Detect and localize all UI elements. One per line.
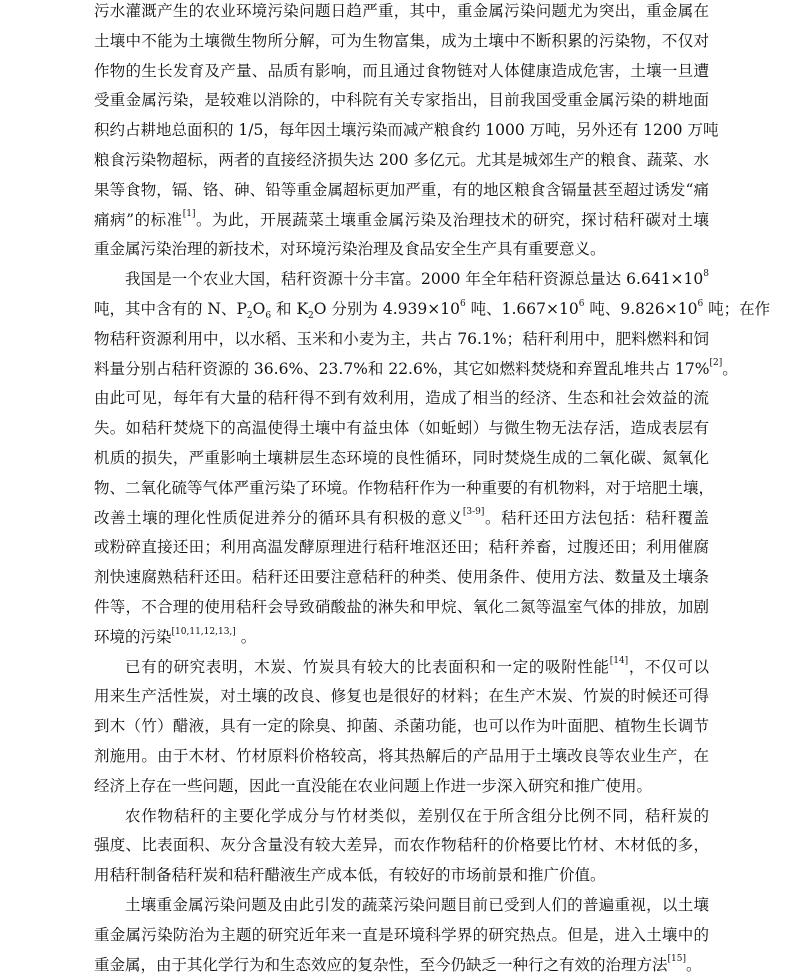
- text-run: ，不仅可以: [628, 658, 709, 676]
- text-line: 土壤重金属污染问题及由此引发的蔬菜污染问题目前已受到人们的普遍重视，以土壤: [94, 891, 709, 921]
- citation-ref[interactable]: [10,11,12,13,]: [172, 627, 236, 637]
- exponent: 8: [703, 269, 709, 279]
- text-line: 剂快速腐熟秸秆还田。秸秆还田要注意秸秆的种类、使用条件、使用方法、数量及土壤条: [94, 563, 709, 593]
- text-line: 强度、比表面积、灰分含量没有较大差异，而农作物秸秆的价格要比竹材、木材低的多，: [94, 831, 709, 861]
- text-run: 。: [722, 360, 738, 378]
- text-run: 和 K: [271, 300, 308, 318]
- text-line: 重金属污染治理的新技术，对环境污染治理及食品安全生产具有重要意义。: [94, 235, 709, 265]
- body-text: [94, 0, 709, 980]
- text-line: [94, 355, 709, 385]
- text-line: 到木（竹）醋液，具有一定的除臭、抑菌、杀菌功能，也可以作为叶面肥、植物生长调节: [94, 712, 709, 742]
- text-line: 用来生产活性炭，对土壤的改良、修复也是很好的材料；在生产木炭、竹炭的时候还可得: [94, 682, 709, 712]
- text-run: 吨、9.826×10: [584, 300, 697, 318]
- exponent: 6: [697, 299, 703, 309]
- text-line: 作物的生长发育及产量、品质有影响，而且通过食物链对人体健康造成危害，土壤一旦遭: [94, 57, 709, 87]
- text-run: 。: [686, 956, 702, 974]
- subscript: 2: [247, 311, 253, 321]
- text-line: 物秸秆资源利用中，以水稻、玉米和小麦为主，共占 76.1%；秸秆利用中，肥料燃料和饲: [94, 325, 709, 355]
- text-run: 。: [236, 628, 256, 646]
- subscript: 2: [308, 311, 314, 321]
- text-run: 吨、1.667×10: [466, 300, 579, 318]
- text-run: 痛病”的标准: [94, 211, 183, 229]
- text-line: 农作物秸秆的主要化学成分与竹材类似，差别仅在于所含组分比例不同，秸秆炭的: [94, 802, 709, 832]
- text-run: 。为此，开展蔬菜土壤重金属污染及治理技术的研究，探讨秸秆碳对土壤: [195, 211, 709, 229]
- text-run: 重金属，由于其化学行为和生态效应的复杂性，至今仍缺乏一种行之有效的治理方法: [94, 956, 668, 974]
- text-line: [94, 504, 709, 534]
- text-line: 或粉碎直接还田；利用高温发酵原理进行秸秆堆沤还田；秸秆养畜，过腹还田；利用催腐: [94, 533, 709, 563]
- text-line: [94, 653, 709, 683]
- text-line: [94, 295, 709, 325]
- text-line: [94, 623, 709, 653]
- text-line: 机质的损失，严重影响土壤耕层生态环境的良性循环，同时焚烧生成的二氧化碳、氮氧化: [94, 444, 709, 474]
- text-line: 用秸秆制备秸秆炭和秸秆醋液生产成本低，有较好的市场前景和推广价值。: [94, 861, 709, 891]
- citation-ref[interactable]: [15]: [668, 954, 686, 964]
- text-line: 由此可见，每年有大量的秸秆得不到有效利用，造成了相当的经济、生态和社会效益的流: [94, 384, 709, 414]
- text-line: 经济上存在一些问题，因此一直没能在农业问题上作进一步深入研究和推广使用。: [94, 772, 709, 802]
- text-line: 物、二氧化硫等气体严重污染了环境。作物秸秆作为一种重要的有机物料，对于培肥土壤，: [94, 474, 709, 504]
- text-line: 污水灌溉产生的农业环境污染问题日趋严重，其中，重金属污染问题尤为突出，重金属在: [94, 0, 709, 27]
- text-line: 重金属污染防治为主题的研究近年来一直是环境科学界的研究热点。但是，进入土壤中的: [94, 921, 709, 951]
- text-line: 受重金属污染，是较难以消除的，中科院有关专家指出，目前我国受重金属污染的耕地面: [94, 86, 709, 116]
- text-run: 料量分别占秸秆资源的 36.6%、23.7%和 22.6%，其它如燃料焚烧和弃置乱堆共占 17%: [94, 360, 709, 378]
- citation-ref[interactable]: [14]: [610, 656, 628, 666]
- text-line: [94, 951, 709, 980]
- text-run: 吨；在作: [703, 300, 770, 318]
- text-run: 。秸秆还田方法包括：秸秆覆盖: [484, 509, 709, 527]
- citation-ref[interactable]: [3-9]: [463, 507, 485, 517]
- text-run: 环境的污染: [94, 628, 172, 646]
- text-run: 改善土壤的理化性质促进养分的循环具有积极的意义: [94, 509, 463, 527]
- text-run: O: [253, 300, 266, 318]
- exponent: 6: [460, 299, 466, 309]
- text-line: 积约占耕地总面积的 1/5，每年因土壤污染而减产粮食约 1000 万吨，另外还有 1200 万吨: [94, 116, 709, 146]
- text-line: [94, 206, 709, 236]
- citation-ref[interactable]: [2]: [709, 358, 722, 368]
- exponent: 6: [579, 299, 585, 309]
- subscript: 6: [265, 311, 271, 321]
- text-line: [94, 265, 709, 295]
- text-line: 剂施用。由于木材、竹材原料价格较高，将其热解后的产品用于土壤改良等农业生产，在: [94, 742, 709, 772]
- text-run: 我国是一个农业大国，秸秆资源十分丰富。2000 年全年秸秆资源总量达 6.641×10: [125, 270, 703, 288]
- text-run: O 分别为 4.939×10: [314, 300, 460, 318]
- text-line: 粮食污染物超标，两者的直接经济损失达 200 多亿元。尤其是城郊生产的粮食、蔬菜、水: [94, 146, 709, 176]
- citation-ref[interactable]: [1]: [183, 209, 196, 219]
- text-line: 件等，不合理的使用秸秆会导致硝酸盐的淋失和甲烷、氧化二氮等温室气体的排放，加剧: [94, 593, 709, 623]
- text-line: 土壤中不能为土壤微生物所分解，可为生物富集，成为土壤中不断积累的污染物，不仅对: [94, 27, 709, 57]
- text-line: 果等食物，镉、铬、砷、铅等重金属超标更加严重，有的地区粮食含镉量甚至超过诱发“痛: [94, 176, 709, 206]
- text-run: 吨，其中含有的 N、P: [94, 300, 247, 318]
- text-line: 失。如秸秆焚烧下的高温使得土壤中有益虫体（如蚯蚓）与微生物无法存活，造成表层有: [94, 414, 709, 444]
- text-run: 已有的研究表明，木炭、竹炭具有较大的比表面积和一定的吸附性能: [125, 658, 610, 676]
